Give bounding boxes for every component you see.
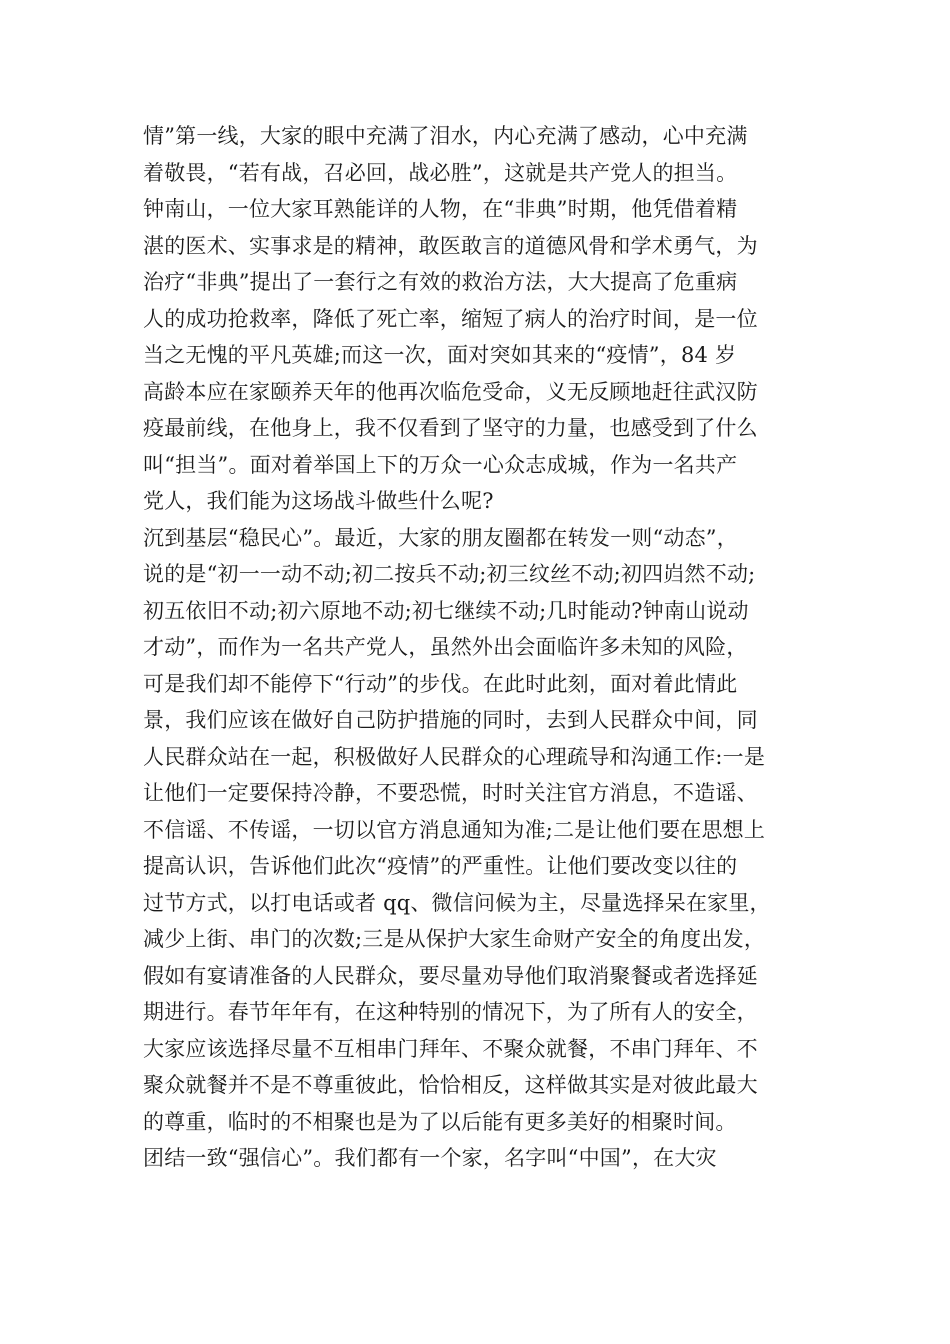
body-text xyxy=(143,118,813,1177)
text-line: 湛的医术、实事求是的精神，敢医敢言的道德风骨和学术勇气，为 xyxy=(143,233,758,258)
text-line: 聚众就餐并不是不尊重彼此，恰恰相反，这样做其实是对彼此最大 xyxy=(143,1073,758,1097)
text-line: 不信谣、不传谣，一切以官方消息通知为准;二是让他们要在思想上 xyxy=(143,817,766,842)
text-line: 提高认识，告诉他们此次“疫情”的严重性。让他们要改变以往的 xyxy=(143,854,738,878)
text-line: 情”第一线，大家的眼中充满了泪水，内心充满了感动，心中充满 xyxy=(143,124,748,148)
text-line: 景，我们应该在做好自己防护措施的同时，去到人民群众中间，同 xyxy=(143,708,758,732)
text-line: 沉到基层“稳民心”。最近，大家的朋友圈都在转发一则“动态”， xyxy=(143,525,738,550)
text-line: 让他们一定要保持冷静，不要恐慌，时时关注官方消息，不造谣、 xyxy=(143,781,758,805)
text-line: 说的是“初一一动不动;初二按兵不动;初三纹丝不动;初四岿然不动; xyxy=(143,562,756,586)
text-line: 减少上街、串门的次数;三是从保护大家生命财产安全的角度出发， xyxy=(143,927,766,951)
text-line: 人民群众站在一起，积极做好人民群众的心理疏导和沟通工作:一是 xyxy=(143,744,766,769)
text-line: 可是我们却不能停下“行动”的步伐。在此时此刻，面对着此情此 xyxy=(143,671,738,696)
text-line: 治疗“非典”提出了一套行之有效的救治方法，大大提高了危重病 xyxy=(143,270,738,294)
text-line: 假如有宴请准备的人民群众，要尽量劝导他们取消聚餐或者选择延 xyxy=(143,963,758,988)
text-line: 团结一致“强信心”。我们都有一个家，名字叫“中国”，在大灾 xyxy=(143,1146,717,1170)
text-line: 初五依旧不动;初六原地不动;初七继续不动;几时能动?钟南山说动 xyxy=(143,598,749,623)
text-line: 过节方式，以打电话或者 qq、微信问候为主，尽量选择呆在家里， xyxy=(143,890,771,915)
text-line: 钟南山，一位大家耳熟能详的人物，在“非典”时期，他凭借着精 xyxy=(143,197,738,221)
text-line: 党人，我们能为这场战斗做些什么呢? xyxy=(143,489,494,513)
text-line: 疫最前线，在他身上，我不仅看到了坚守的力量，也感受到了什么 xyxy=(143,416,758,440)
text-line: 才动”，而作为一名共产党人，虽然外出会面临许多未知的风险， xyxy=(143,635,748,659)
text-line: 叫“担当”。面对着举国上下的万众一心众志成城，作为一名共产 xyxy=(143,452,738,477)
text-line: 的尊重，临时的不相聚也是为了以后能有更多美好的相聚时间。 xyxy=(143,1109,737,1134)
text-line: 大家应该选择尽量不互相串门拜年、不聚众就餐，不串门拜年、不 xyxy=(143,1036,758,1061)
text-line: 高龄本应在家颐养天年的他再次临危受命，义无反顾地赶往武汉防 xyxy=(143,379,758,404)
text-line: 期进行。春节年年有，在这种特别的情况下，为了所有人的安全， xyxy=(143,1000,758,1024)
text-line: 着敬畏，“若有战，召必回，战必胜”，这就是共产党人的担当。 xyxy=(143,160,738,185)
text-line: 人的成功抢救率，降低了死亡率，缩短了病人的治疗时间，是一位 xyxy=(143,306,758,331)
text-line: 当之无愧的平凡英雄;而这一次，面对突如其来的“疫情”，84 岁 xyxy=(143,343,737,367)
